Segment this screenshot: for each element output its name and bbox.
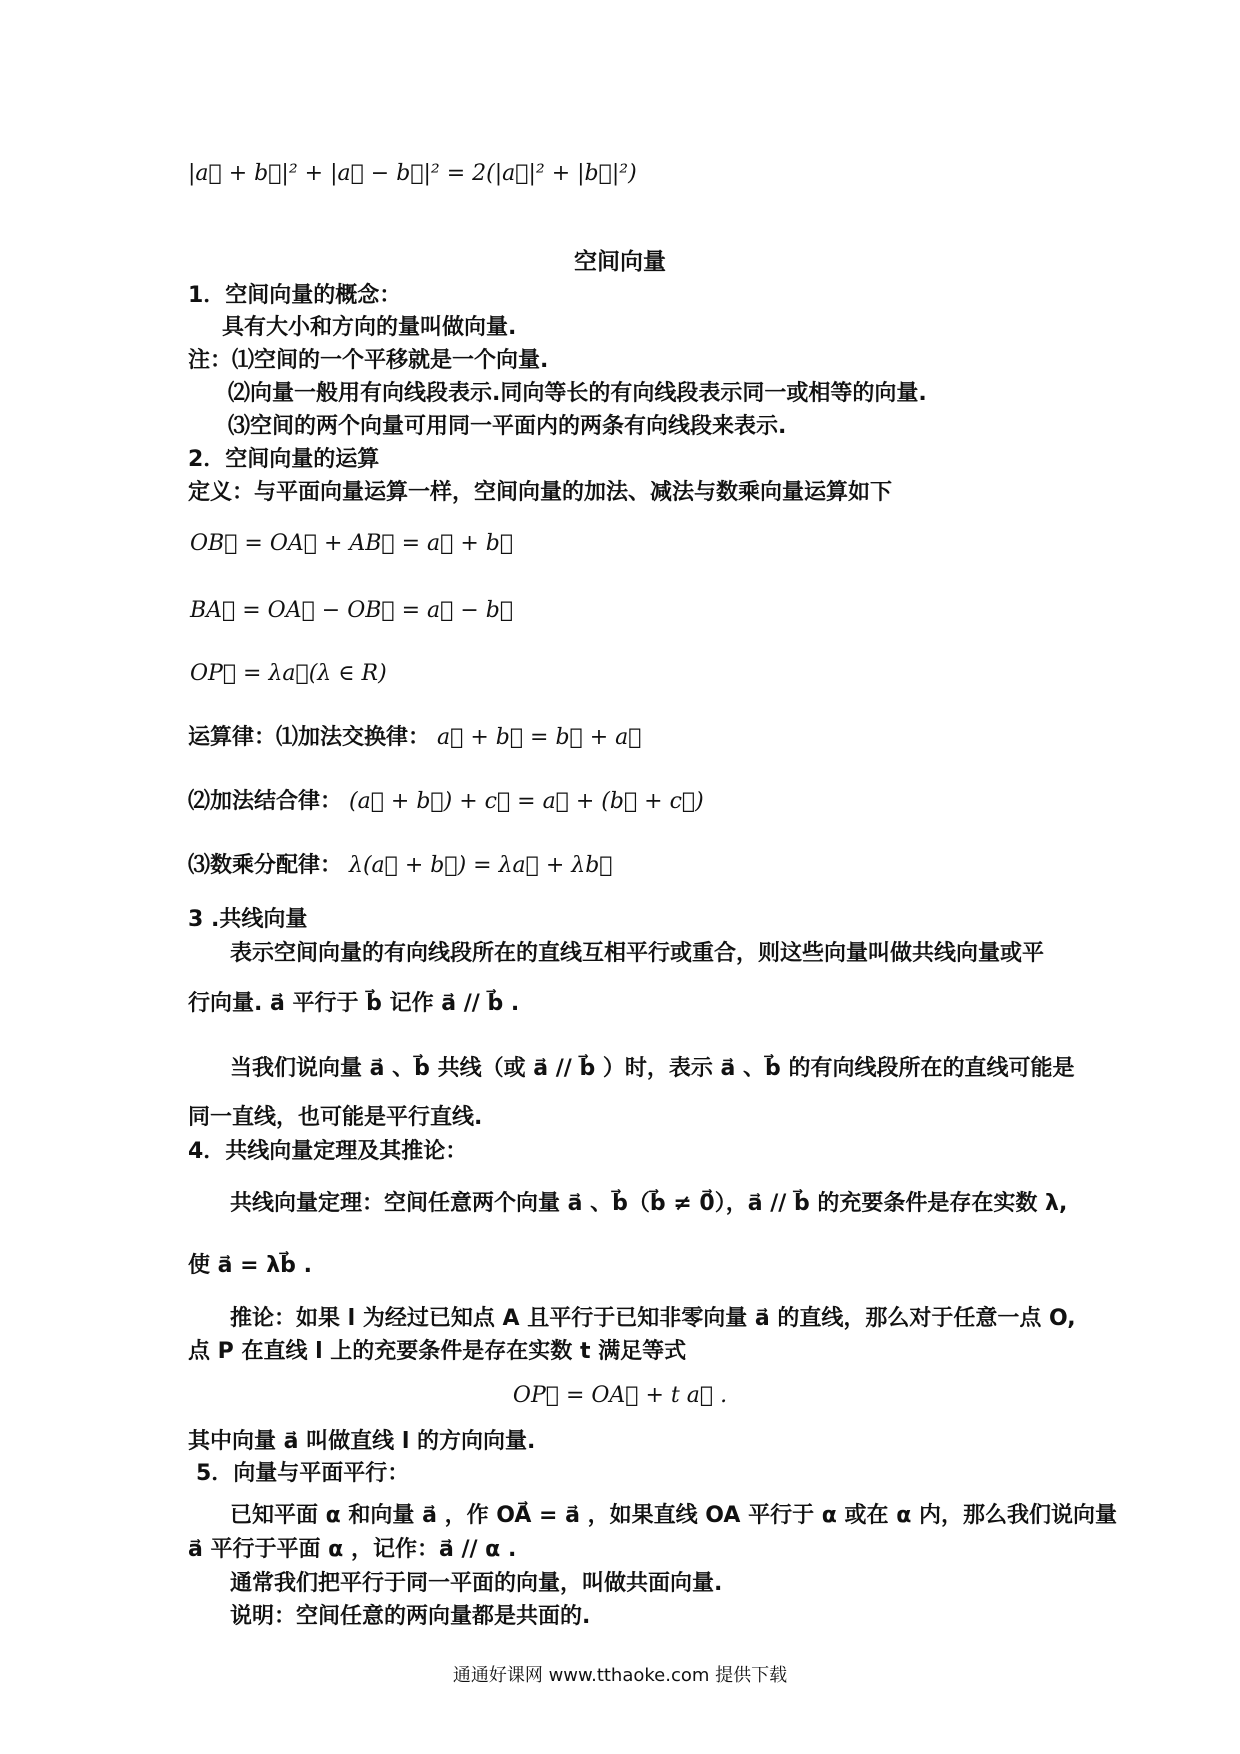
note-1: 注：⑴空间的一个平移就是一个向量. xyxy=(188,348,549,373)
law-distributive xyxy=(188,852,612,880)
corollary-statement-cont: 点 P 在直线 l 上的充要条件是存在实数 t 满足等式 xyxy=(188,1339,687,1364)
law-commutative xyxy=(188,724,641,752)
law-distributive-label: ⑶数乘分配律： xyxy=(188,853,343,878)
equation-scalar: OP⃗ = λa⃗(λ ∈ R) xyxy=(190,661,387,686)
direction-vector-note: 其中向量 a⃗ 叫做直线 l 的方向向量. xyxy=(188,1429,536,1454)
plane-parallel-paragraph: 已知平面 α 和向量 a⃗ ，作 OA⃗ = a⃗ ，如果直线 OA 平行于 α 或在 α 内，那么我们说向量 xyxy=(230,1503,1117,1528)
law-commutative-equation: a⃗ + b⃗ = b⃗ + a⃗ xyxy=(437,725,642,750)
collinear-paragraph-2: 当我们说向量 a⃗ 、b⃗ 共线（或 a⃗ // b⃗ ）时，表示 a⃗ 、b⃗ 的有向线段所在的直线可能是 xyxy=(230,1056,1075,1081)
law-commutative-label: 运算律：⑴加法交换律： xyxy=(188,725,431,750)
law-associative-label: ⑵加法结合律： xyxy=(188,789,343,814)
collinear-paragraph-2-cont: 同一直线，也可能是平行直线. xyxy=(188,1105,483,1130)
heading-concept: 1．空间向量的概念： xyxy=(188,283,402,308)
equation-addition: OB⃗ = OA⃗ + AB⃗ = a⃗ + b⃗ xyxy=(190,531,514,556)
formula-parallelogram-law: |a⃗ + b⃗|² + |a⃗ − b⃗|² = 2(|a⃗|² + |b⃗|²) xyxy=(188,161,637,186)
coplanar-definition: 通常我们把平行于同一平面的向量，叫做共面向量. xyxy=(230,1571,723,1596)
equation-subtraction: BA⃗ = OA⃗ − OB⃗ = a⃗ − b⃗ xyxy=(190,598,514,623)
coplanar-remark: 说明：空间任意的两向量都是共面的. xyxy=(230,1604,591,1629)
theorem-statement: 共线向量定理：空间任意两个向量 a⃗ 、b⃗（b⃗ ≠ 0⃗），a⃗ // b⃗ 的充要条件是存在实数 λ, xyxy=(230,1191,1068,1216)
heading-vector-plane-parallel: 5．向量与平面平行： xyxy=(196,1461,410,1486)
heading-collinear-theorem: 4．共线向量定理及其推论： xyxy=(188,1139,468,1164)
corollary-statement: 推论：如果 l 为经过已知点 A 且平行于已知非零向量 a⃗ 的直线，那么对于任意一点 O, xyxy=(230,1306,1076,1331)
definition-vector: 具有大小和方向的量叫做向量. xyxy=(222,315,517,340)
law-associative-equation: (a⃗ + b⃗) + c⃗ = a⃗ + (b⃗ + c⃗) xyxy=(349,789,704,814)
plane-parallel-paragraph-cont: a⃗ 平行于平面 α ，记作：a⃗ // α . xyxy=(188,1537,517,1562)
heading-operations: 2．空间向量的运算 xyxy=(188,447,380,472)
note-3: ⑶空间的两个向量可用同一平面内的两条有向线段来表示. xyxy=(228,414,787,439)
footer-download-note: 通通好课网 www.tthaoke.com 提供下载 xyxy=(452,1665,788,1686)
collinear-paragraph-1: 表示空间向量的有向线段所在的直线互相平行或重合，则这些向量叫做共线向量或平 xyxy=(230,941,1045,966)
heading-collinear: 3 .共线向量 xyxy=(188,907,308,932)
note-2: ⑵向量一般用有向线段表示.同向等长的有向线段表示同一或相等的向量. xyxy=(228,381,927,406)
law-associative xyxy=(188,788,704,816)
definition-operations: 定义：与平面向量运算一样，空间向量的加法、减法与数乘向量运算如下 xyxy=(188,480,893,505)
section-title: 空间向量 xyxy=(574,249,666,275)
theorem-statement-cont: 使 a⃗ = λb⃗ . xyxy=(188,1253,312,1278)
corollary-equation: OP⃗ = OA⃗ + t a⃗ . xyxy=(512,1383,728,1408)
law-distributive-equation: λ(a⃗ + b⃗) = λa⃗ + λb⃗ xyxy=(349,853,613,878)
collinear-paragraph-1-cont: 行向量. a⃗ 平行于 b⃗ 记作 a⃗ // b⃗ . xyxy=(188,991,520,1016)
